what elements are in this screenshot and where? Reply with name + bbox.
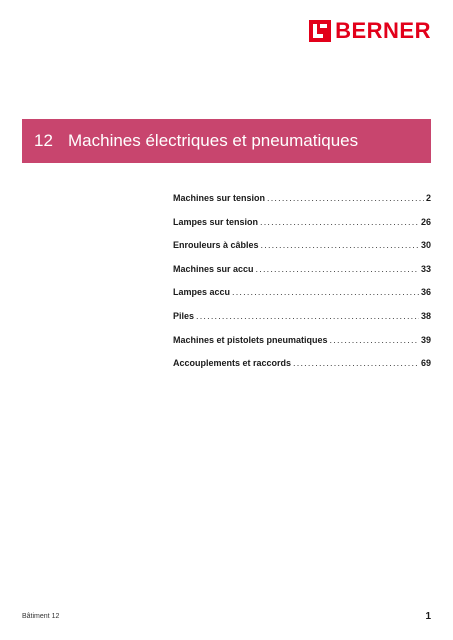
toc-item-label: Lampes accu xyxy=(173,287,231,298)
berner-logo-mark-icon xyxy=(309,20,331,42)
toc-item-page: 38 xyxy=(420,310,431,321)
toc-dot-leader xyxy=(267,193,424,203)
footer-page-number: 1 xyxy=(425,611,431,622)
toc-item-page: 30 xyxy=(420,240,431,251)
toc-item-lampes-accu[interactable] xyxy=(173,287,431,311)
toc-dot-leader xyxy=(330,335,419,345)
toc-item-accouplements-et-raccords[interactable] xyxy=(173,358,431,382)
toc-item-machines-et-pistolets-pneumatiques[interactable] xyxy=(173,335,431,359)
toc-item-page: 36 xyxy=(420,287,431,298)
toc-item-page: 26 xyxy=(420,216,431,227)
toc-item-machines-sur-accu[interactable] xyxy=(173,264,431,288)
chapter-title: Machines électriques et pneumatiques xyxy=(68,131,359,150)
chapter-banner xyxy=(22,119,431,163)
toc-item-lampes-sur-tension[interactable] xyxy=(173,217,431,241)
brand-logo xyxy=(309,20,431,42)
chapter-number: 12 xyxy=(34,131,53,150)
brand-name: BERNER xyxy=(335,18,431,43)
footer-section: Bâtiment 12 xyxy=(22,613,60,620)
toc-item-label: Machines sur accu xyxy=(173,263,254,274)
toc-item-label: Machines sur tension xyxy=(173,193,266,203)
toc-item-label: Machines et pistolets pneumatiques xyxy=(173,334,328,345)
toc-dot-leader xyxy=(232,287,419,297)
toc-item-label: Piles xyxy=(173,310,195,321)
toc-item-machines-sur-tension[interactable] xyxy=(173,193,431,217)
table-of-contents xyxy=(173,193,431,382)
toc-item-page: 39 xyxy=(420,334,431,345)
toc-item-page: 33 xyxy=(420,263,431,274)
toc-item-label: Accouplements et raccords xyxy=(173,358,292,369)
toc-item-page: 2 xyxy=(425,193,431,203)
toc-dot-leader xyxy=(260,217,419,227)
toc-dot-leader xyxy=(261,240,419,250)
toc-item-piles[interactable] xyxy=(173,311,431,335)
toc-item-enrouleurs-a-cables[interactable] xyxy=(173,240,431,264)
toc-item-label: Enrouleurs à câbles xyxy=(173,240,259,251)
toc-dot-leader xyxy=(293,358,419,368)
toc-dot-leader xyxy=(196,311,419,321)
toc-item-page: 69 xyxy=(420,358,431,369)
toc-item-label: Lampes sur tension xyxy=(173,216,259,227)
toc-dot-leader xyxy=(256,264,419,274)
